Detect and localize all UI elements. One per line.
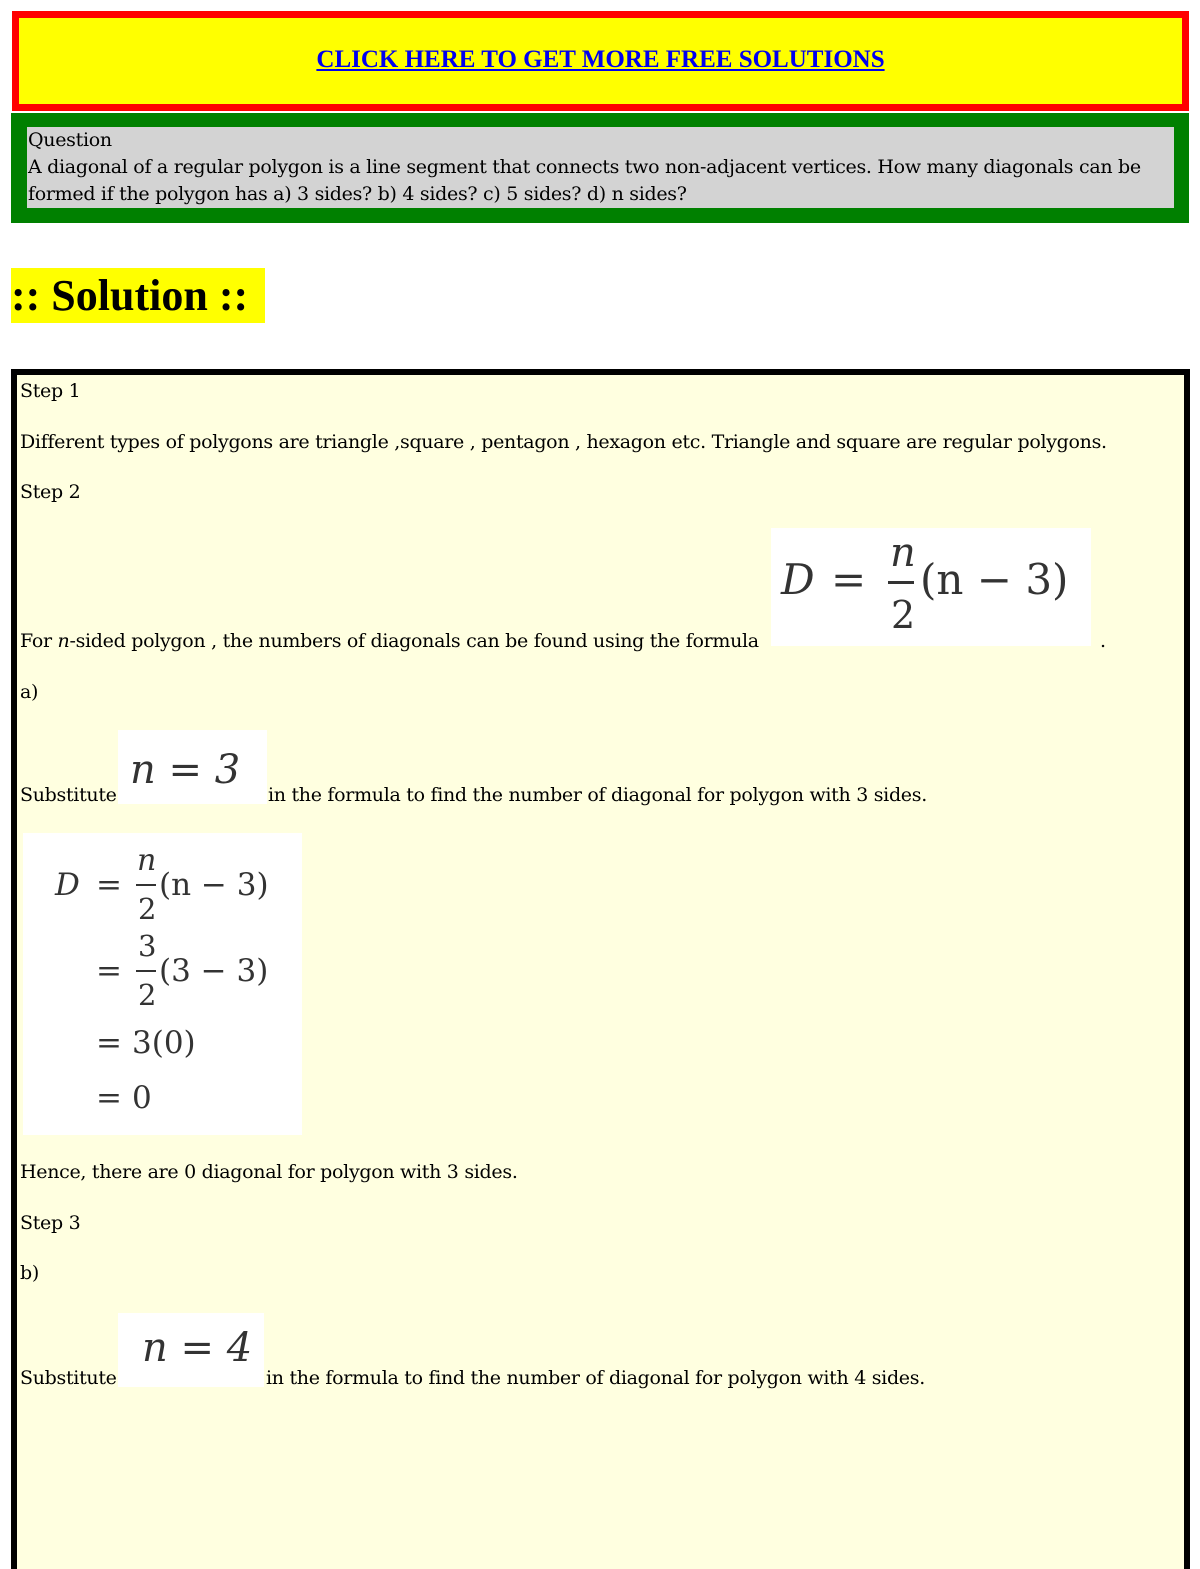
calc-a-num-n: n — [137, 843, 157, 878]
calc-a-paren-1: (n − 3) — [159, 867, 269, 903]
solution-heading: :: Solution :: — [11, 268, 265, 323]
n-equals-4-image — [118, 1313, 264, 1387]
step-2-for: For — [20, 630, 58, 652]
calc-a-paren-2: (3 − 3) — [159, 953, 269, 989]
question-label: Question — [28, 129, 112, 151]
formula-denominator-2: 2 — [891, 593, 916, 637]
step-2-rest: -sided polygon , the numbers of diagonals can be found using the formula — [69, 630, 759, 652]
diagonal-formula-image — [771, 528, 1091, 646]
substitute-a-rest: in the formula to find the number of diagonal for polygon with 3 sides. — [268, 784, 927, 806]
calc-a-den-2: 2 — [138, 892, 157, 926]
hence-a-text: Hence, there are 0 diagonal for polygon with 3 sides. — [20, 1161, 518, 1183]
formula-numerator-n: n — [890, 530, 916, 576]
calc-a-result: 0 — [132, 1080, 152, 1116]
calc-a-bar-2 — [136, 970, 156, 972]
question-text-line-1: A diagonal of a regular polygon is a line segment that connects two non-adjacent vertices. How many diagonals can be — [28, 156, 1141, 178]
calc-a-eq-1: = — [96, 867, 122, 903]
step-2-label: Step 2 — [20, 481, 81, 503]
n-equals-3-image — [118, 730, 267, 804]
calc-a-num-3: 3 — [138, 929, 157, 963]
question-panel — [27, 127, 1174, 208]
step-2-period: . — [1100, 630, 1106, 652]
promo-banner — [12, 11, 1189, 111]
part-b-label: b) — [20, 1262, 39, 1284]
sub-b-expression: n = 4 — [142, 1325, 253, 1371]
step-1-label: Step 1 — [20, 380, 81, 402]
substitute-b-rest: in the formula to find the number of diagonal for polygon with 4 sides. — [266, 1367, 925, 1389]
question-text-line-2: formed if the polygon has a) 3 sides? b) 4 sides? c) 5 sides? d) n sides? — [28, 183, 687, 205]
calc-a-3-times-0: 3(0) — [132, 1025, 196, 1061]
calc-a-eq-2: = — [96, 953, 122, 989]
calc-a-D: D — [55, 867, 80, 903]
substitute-b-word: Substitute — [20, 1367, 117, 1389]
substitute-a-word: Substitute — [20, 784, 117, 806]
question-box — [11, 113, 1189, 223]
sub-a-expression: n = 3 — [130, 747, 241, 793]
more-solutions-link[interactable]: CLICK HERE TO GET MORE FREE SOLUTIONS — [316, 46, 885, 73]
step-3-label: Step 3 — [20, 1212, 81, 1234]
step-1-text: Different types of polygons are triangle ,square , pentagon , hexagon etc. Triangle and square are regular polygons. — [20, 431, 1107, 453]
step-2-text — [20, 630, 759, 652]
formula-D: D — [781, 555, 815, 604]
step-2-n-variable: n — [57, 630, 70, 652]
formula-fraction-bar — [888, 581, 914, 584]
calc-a-den-2b: 2 — [138, 978, 157, 1012]
formula-paren-term: (n − 3) — [920, 555, 1069, 604]
calc-a-eq-4: = — [96, 1080, 122, 1116]
part-a-label: a) — [20, 681, 39, 703]
solution-panel — [11, 369, 1190, 1569]
calc-a-eq-3: = — [96, 1025, 122, 1061]
calculation-a-image — [23, 833, 302, 1135]
calc-a-bar-1 — [136, 884, 156, 886]
formula-equals: = — [831, 555, 867, 604]
